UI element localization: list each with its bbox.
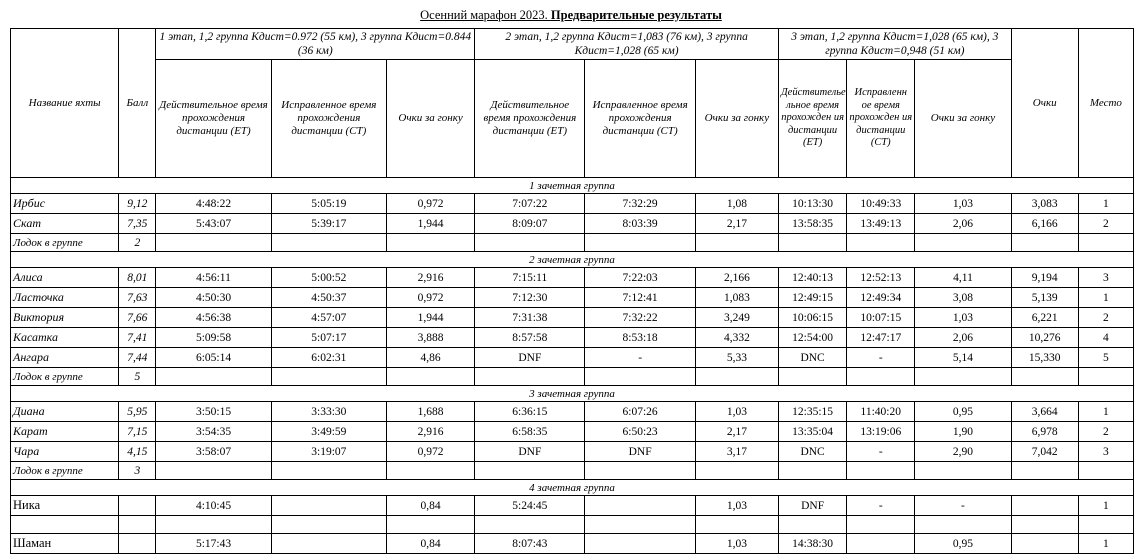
cell-et-stage2: 8:57:58: [475, 328, 585, 348]
results-table: [10, 28, 1134, 554]
header-stage-2: 2 этап, 1,2 группа Кдист=1,083 (76 км), 3 группа Кдист=1,028 (65 км): [475, 29, 779, 60]
cell-ct-stage3: -: [847, 442, 915, 462]
cell-et-stage2: 8:09:07: [475, 214, 585, 234]
header-yacht-name: Название яхты: [11, 29, 119, 178]
cell-ball: 4,15: [119, 442, 156, 462]
cell-place: 1: [1078, 534, 1133, 554]
cell-yacht-name: Виктория: [11, 308, 119, 328]
page-title-bold: Предварительные результаты: [550, 8, 722, 22]
cell-ct-stage2: 7:22:03: [585, 268, 695, 288]
cell-ct-stage1: [271, 496, 386, 516]
group-counter-label: Лодок в группе: [11, 462, 119, 480]
cell-et-stage2: 8:07:43: [475, 534, 585, 554]
cell-et-stage3: 10:13:30: [779, 194, 847, 214]
cell-race-points-stage2: 3,249: [695, 308, 778, 328]
header-ct-stage3: Исправленн ое время прохожден ия дистанции (СТ): [847, 60, 915, 178]
group-counter-value: 2: [119, 234, 156, 252]
header-race-points-stage3: Очки за гонку: [915, 60, 1011, 178]
group-counter-value: 3: [119, 462, 156, 480]
group-counter-row: [11, 462, 1134, 480]
cell-place: 1: [1078, 496, 1133, 516]
cell-place: 1: [1078, 194, 1133, 214]
group-label: 1 зачетная группа: [11, 178, 1134, 194]
cell-ct-stage3: 10:07:15: [847, 308, 915, 328]
cell-race-points-stage2: 1,03: [695, 496, 778, 516]
group-counter-empty-cell: [695, 368, 778, 386]
group-counter-empty-cell: [847, 368, 915, 386]
cell-ct-stage2: DNF: [585, 442, 695, 462]
cell-ct-stage1: 5:07:17: [271, 328, 386, 348]
cell-ct-stage3: 13:19:06: [847, 422, 915, 442]
cell-yacht-name: Диана: [11, 402, 119, 422]
cell-points-total: 6,978: [1011, 422, 1078, 442]
table-row[interactable]: [11, 422, 1134, 442]
cell-ct-stage1: 6:02:31: [271, 348, 386, 368]
cell-et-stage2: 6:36:15: [475, 402, 585, 422]
header-race-points-stage2: Очки за гонку: [695, 60, 778, 178]
cell-race-points-stage3: 0,95: [915, 402, 1011, 422]
group-counter-label: Лодок в группе: [11, 368, 119, 386]
group-counter-empty-cell: [585, 234, 695, 252]
cell-points-total: 10,276: [1011, 328, 1078, 348]
cell-race-points-stage2: 2,166: [695, 268, 778, 288]
cell-et-stage3: [779, 516, 847, 534]
cell-yacht-name: Ласточка: [11, 288, 119, 308]
cell-et-stage2: 7:31:38: [475, 308, 585, 328]
cell-race-points-stage2: 1,08: [695, 194, 778, 214]
group-header-row: [11, 178, 1134, 194]
cell-et-stage2: 7:07:22: [475, 194, 585, 214]
cell-race-points-stage2: 5,33: [695, 348, 778, 368]
cell-ct-stage2: 7:12:41: [585, 288, 695, 308]
cell-race-points-stage3: 4,11: [915, 268, 1011, 288]
cell-et-stage1: 5:17:43: [156, 534, 271, 554]
header-stage-3: 3 этап, 1,2 группа Кдист=1,028 (65 км), 3 группа Кдист=0,948 (51 км): [779, 29, 1012, 60]
cell-race-points-stage2: 3,17: [695, 442, 778, 462]
cell-race-points-stage3: 2,90: [915, 442, 1011, 462]
cell-race-points-stage1: 3,888: [386, 328, 474, 348]
cell-ct-stage2: 6:07:26: [585, 402, 695, 422]
cell-yacht-name: Касатка: [11, 328, 119, 348]
cell-et-stage2: 5:24:45: [475, 496, 585, 516]
group-counter-empty-cell: [1078, 368, 1133, 386]
group-counter-empty-cell: [915, 234, 1011, 252]
cell-points-total: 5,139: [1011, 288, 1078, 308]
cell-ball: 7,41: [119, 328, 156, 348]
group-counter-empty-cell: [779, 462, 847, 480]
cell-race-points-stage2: 4,332: [695, 328, 778, 348]
group-counter-empty-cell: [156, 234, 271, 252]
cell-et-stage1: 4:10:45: [156, 496, 271, 516]
cell-race-points-stage2: [695, 516, 778, 534]
cell-ct-stage3: 10:49:33: [847, 194, 915, 214]
group-counter-empty-cell: [1078, 234, 1133, 252]
cell-yacht-name: Карат: [11, 422, 119, 442]
cell-race-points-stage3: 1,03: [915, 308, 1011, 328]
table-row[interactable]: [11, 214, 1134, 234]
header-et-stage3: Действителье льное время прохожден ия дистанции (ЕТ): [779, 60, 847, 178]
cell-ct-stage3: 12:52:13: [847, 268, 915, 288]
cell-race-points-stage1: [386, 516, 474, 534]
header-points-total: Очки: [1011, 29, 1078, 178]
header-place: Место: [1078, 29, 1133, 178]
table-row[interactable]: [11, 348, 1134, 368]
group-counter-empty-cell: [847, 462, 915, 480]
cell-points-total: [1011, 516, 1078, 534]
cell-et-stage1: 5:09:58: [156, 328, 271, 348]
cell-ball: 7,15: [119, 422, 156, 442]
cell-ball: 7,63: [119, 288, 156, 308]
cell-ct-stage2: 8:53:18: [585, 328, 695, 348]
cell-yacht-name: Ангара: [11, 348, 119, 368]
cell-et-stage3: 12:35:15: [779, 402, 847, 422]
header-row-stages: [11, 29, 1134, 60]
cell-ct-stage3: 12:47:17: [847, 328, 915, 348]
cell-race-points-stage3: 2,06: [915, 214, 1011, 234]
cell-race-points-stage3: 0,95: [915, 534, 1011, 554]
cell-ct-stage1: 5:39:17: [271, 214, 386, 234]
cell-race-points-stage1: 0,972: [386, 442, 474, 462]
group-counter-empty-cell: [779, 234, 847, 252]
cell-ct-stage2: 8:03:39: [585, 214, 695, 234]
cell-ball: [119, 496, 156, 516]
page-title: [0, 8, 1142, 22]
page-title-normal: Осенний марафон 2023.: [420, 8, 551, 22]
group-label: 3 зачетная группа: [11, 386, 1134, 402]
cell-race-points-stage2: 1,083: [695, 288, 778, 308]
table-row-empty: [11, 516, 1134, 534]
group-counter-empty-cell: [585, 462, 695, 480]
header-ct-stage2: Исправленное время прохождения дистанции (СТ): [585, 60, 695, 178]
cell-race-points-stage1: 1,944: [386, 308, 474, 328]
cell-ball: 7,35: [119, 214, 156, 234]
group-header-row: [11, 480, 1134, 496]
cell-place: 4: [1078, 328, 1133, 348]
group-header-row: [11, 252, 1134, 268]
cell-et-stage1: 4:48:22: [156, 194, 271, 214]
group-counter-empty-cell: [1011, 234, 1078, 252]
cell-race-points-stage3: 1,90: [915, 422, 1011, 442]
cell-ct-stage3: [847, 516, 915, 534]
group-label: 4 зачетная группа: [11, 480, 1134, 496]
group-counter-empty-cell: [271, 462, 386, 480]
cell-yacht-name: Алиса: [11, 268, 119, 288]
cell-place: 1: [1078, 402, 1133, 422]
table-row[interactable]: [11, 268, 1134, 288]
cell-race-points-stage3: 5,14: [915, 348, 1011, 368]
group-counter-empty-cell: [475, 368, 585, 386]
cell-place: 2: [1078, 214, 1133, 234]
cell-points-total: 3,083: [1011, 194, 1078, 214]
cell-race-points-stage3: 3,08: [915, 288, 1011, 308]
cell-et-stage3: 13:58:35: [779, 214, 847, 234]
cell-race-points-stage1: 2,916: [386, 422, 474, 442]
cell-et-stage3: 12:40:13: [779, 268, 847, 288]
cell-et-stage1: 4:56:38: [156, 308, 271, 328]
group-counter-empty-cell: [156, 462, 271, 480]
group-counter-empty-cell: [271, 234, 386, 252]
cell-place: [1078, 516, 1133, 534]
cell-et-stage3: 14:38:30: [779, 534, 847, 554]
cell-race-points-stage1: 4,86: [386, 348, 474, 368]
cell-race-points-stage2: 2,17: [695, 422, 778, 442]
cell-race-points-stage2: 2,17: [695, 214, 778, 234]
cell-ct-stage2: 6:50:23: [585, 422, 695, 442]
header-ct-stage1: Исправленное время прохождения дистанции (СТ): [271, 60, 386, 178]
cell-points-total: 3,664: [1011, 402, 1078, 422]
cell-ball: [119, 516, 156, 534]
cell-yacht-name: Скат: [11, 214, 119, 234]
cell-place: 2: [1078, 308, 1133, 328]
cell-yacht-name: Ника: [11, 496, 119, 516]
cell-ball: 7,44: [119, 348, 156, 368]
group-counter-empty-cell: [386, 462, 474, 480]
cell-place: 2: [1078, 422, 1133, 442]
cell-ct-stage1: 4:57:07: [271, 308, 386, 328]
cell-et-stage3: 12:49:15: [779, 288, 847, 308]
table-row[interactable]: [11, 308, 1134, 328]
group-counter-value: 5: [119, 368, 156, 386]
cell-et-stage3: 10:06:15: [779, 308, 847, 328]
cell-points-total: 6,166: [1011, 214, 1078, 234]
cell-et-stage1: 4:50:30: [156, 288, 271, 308]
group-counter-row: [11, 368, 1134, 386]
cell-ct-stage1: [271, 516, 386, 534]
cell-race-points-stage1: 0,972: [386, 194, 474, 214]
group-label: 2 зачетная группа: [11, 252, 1134, 268]
cell-et-stage3: DNC: [779, 442, 847, 462]
cell-place: 5: [1078, 348, 1133, 368]
cell-ct-stage1: 4:50:37: [271, 288, 386, 308]
header-row-columns: [11, 60, 1134, 178]
cell-et-stage2: 7:15:11: [475, 268, 585, 288]
cell-place: 3: [1078, 442, 1133, 462]
cell-points-total: 15,330: [1011, 348, 1078, 368]
cell-ct-stage2: [585, 516, 695, 534]
table-body: [11, 178, 1134, 554]
header-race-points-stage1: Очки за гонку: [386, 60, 474, 178]
cell-race-points-stage3: 2,06: [915, 328, 1011, 348]
cell-et-stage2: DNF: [475, 442, 585, 462]
header-stage-1: 1 этап, 1,2 группа Кдист=0.972 (55 км), 3 группа Кдист=0.844 (36 км): [156, 29, 475, 60]
cell-et-stage1: [156, 516, 271, 534]
group-header-row: [11, 386, 1134, 402]
group-counter-empty-cell: [915, 462, 1011, 480]
group-counter-empty-cell: [156, 368, 271, 386]
group-counter-empty-cell: [386, 368, 474, 386]
cell-ct-stage1: 3:33:30: [271, 402, 386, 422]
cell-ct-stage3: -: [847, 496, 915, 516]
cell-points-total: [1011, 496, 1078, 516]
group-counter-empty-cell: [475, 234, 585, 252]
group-counter-empty-cell: [695, 462, 778, 480]
cell-ct-stage1: 3:49:59: [271, 422, 386, 442]
cell-yacht-name: Чара: [11, 442, 119, 462]
cell-et-stage1: 3:58:07: [156, 442, 271, 462]
cell-yacht-name: Ирбис: [11, 194, 119, 214]
cell-ball: 5,95: [119, 402, 156, 422]
cell-ct-stage2: 7:32:29: [585, 194, 695, 214]
cell-ball: 7,66: [119, 308, 156, 328]
group-counter-empty-cell: [271, 368, 386, 386]
table-row[interactable]: [11, 402, 1134, 422]
group-counter-empty-cell: [1078, 462, 1133, 480]
cell-ct-stage2: 7:32:22: [585, 308, 695, 328]
cell-points-total: 6,221: [1011, 308, 1078, 328]
table-row[interactable]: [11, 288, 1134, 308]
group-counter-empty-cell: [475, 462, 585, 480]
cell-ct-stage1: 5:05:19: [271, 194, 386, 214]
cell-et-stage3: 13:35:04: [779, 422, 847, 442]
cell-place: 1: [1078, 288, 1133, 308]
group-counter-empty-cell: [779, 368, 847, 386]
cell-race-points-stage1: 0,972: [386, 288, 474, 308]
cell-et-stage2: [475, 516, 585, 534]
cell-race-points-stage1: 2,916: [386, 268, 474, 288]
group-counter-empty-cell: [915, 368, 1011, 386]
group-counter-empty-cell: [695, 234, 778, 252]
cell-ct-stage3: -: [847, 348, 915, 368]
cell-place: 3: [1078, 268, 1133, 288]
group-counter-label: Лодок в группе: [11, 234, 119, 252]
cell-race-points-stage1: 0,84: [386, 496, 474, 516]
cell-race-points-stage1: 1,688: [386, 402, 474, 422]
cell-ct-stage2: -: [585, 348, 695, 368]
table-row[interactable]: [11, 194, 1134, 214]
cell-et-stage3: DNF: [779, 496, 847, 516]
cell-et-stage1: 5:43:07: [156, 214, 271, 234]
cell-ct-stage2: [585, 496, 695, 516]
cell-race-points-stage1: 1,944: [386, 214, 474, 234]
cell-race-points-stage3: -: [915, 496, 1011, 516]
header-et-stage2: Действительное время прохождения дистанции (ЕТ): [475, 60, 585, 178]
cell-ct-stage1: 5:00:52: [271, 268, 386, 288]
table-row[interactable]: [11, 328, 1134, 348]
table-row[interactable]: [11, 496, 1134, 516]
cell-ct-stage3: 12:49:34: [847, 288, 915, 308]
cell-et-stage2: 6:58:35: [475, 422, 585, 442]
cell-ct-stage1: 3:19:07: [271, 442, 386, 462]
header-et-stage1: Действительное время прохождения дистанции (ЕТ): [156, 60, 271, 178]
cell-yacht-name: [11, 516, 119, 534]
table-row[interactable]: [11, 442, 1134, 462]
cell-ct-stage3: 13:49:13: [847, 214, 915, 234]
table-head: [11, 29, 1134, 178]
group-counter-empty-cell: [1011, 368, 1078, 386]
cell-et-stage3: DNC: [779, 348, 847, 368]
cell-points-total: 9,194: [1011, 268, 1078, 288]
cell-race-points-stage2: 1,03: [695, 534, 778, 554]
cell-race-points-stage2: 1,03: [695, 402, 778, 422]
cell-race-points-stage3: [915, 516, 1011, 534]
group-counter-empty-cell: [1011, 462, 1078, 480]
cell-ball: 8,01: [119, 268, 156, 288]
cell-points-total: 7,042: [1011, 442, 1078, 462]
cell-yacht-name: Шаман: [11, 534, 119, 554]
header-ball: Балл: [119, 29, 156, 178]
cell-ball: 9,12: [119, 194, 156, 214]
cell-et-stage3: 12:54:00: [779, 328, 847, 348]
cell-ct-stage3: 11:40:20: [847, 402, 915, 422]
group-counter-empty-cell: [585, 368, 695, 386]
cell-et-stage2: DNF: [475, 348, 585, 368]
group-counter-row: [11, 234, 1134, 252]
cell-race-points-stage3: 1,03: [915, 194, 1011, 214]
cell-et-stage1: 6:05:14: [156, 348, 271, 368]
cell-race-points-stage1: 0,84: [386, 534, 474, 554]
group-counter-empty-cell: [386, 234, 474, 252]
cell-et-stage2: 7:12:30: [475, 288, 585, 308]
cell-et-stage1: 3:50:15: [156, 402, 271, 422]
cell-et-stage1: 4:56:11: [156, 268, 271, 288]
cell-et-stage1: 3:54:35: [156, 422, 271, 442]
group-counter-empty-cell: [847, 234, 915, 252]
